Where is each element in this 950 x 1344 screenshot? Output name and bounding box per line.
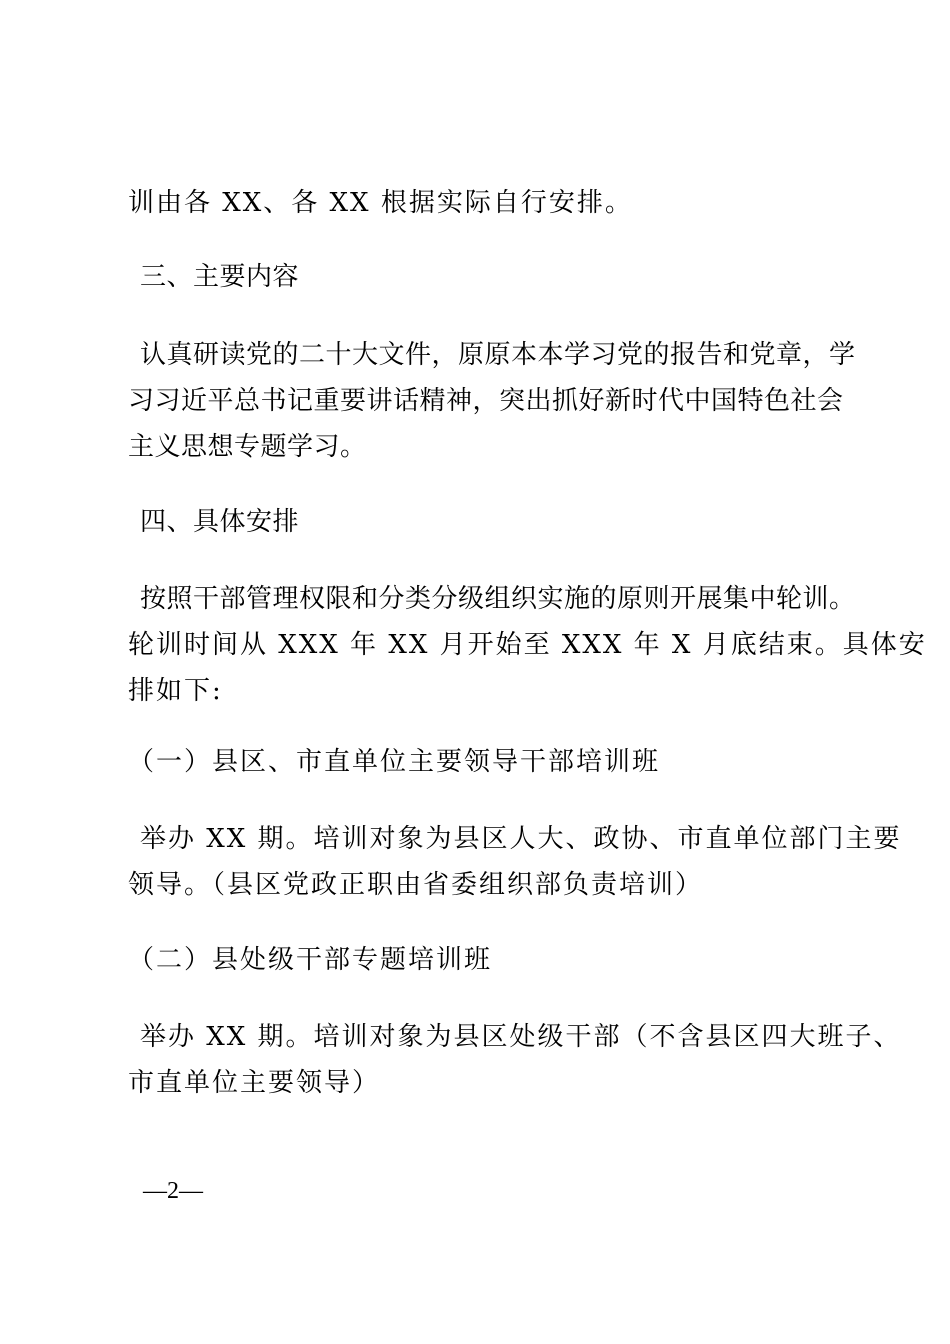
page-number: —2— <box>143 1178 203 1204</box>
section-heading-arrangement: 四、具体安排 <box>140 507 300 537</box>
paragraph-line: 举办 XX 期。培训对象为县区人大、政协、市直单位部门主要 <box>140 824 902 854</box>
paragraph-line: 举办 XX 期。培训对象为县区处级干部（不含县区四大班子、 <box>140 1022 902 1052</box>
paragraph-line: 认真研读党的二十大文件，原原本本学习党的报告和党章，学 <box>140 340 856 370</box>
paragraph-line: 市直单位主要领导） <box>128 1068 381 1098</box>
paragraph-line: 按照干部管理权限和分类分级组织实施的原则开展集中轮训。 <box>140 584 856 614</box>
section-heading-main-content: 三、主要内容 <box>140 262 300 292</box>
subsection-heading-2: （二）县处级干部专题培训班 <box>128 945 493 975</box>
paragraph-line: 训由各 XX、各 XX 根据实际自行安排。 <box>128 188 633 218</box>
paragraph-line: 领导。（县区党政正职由省委组织部负责培训） <box>128 870 704 900</box>
paragraph-line: 主义思想专题学习。 <box>128 432 367 462</box>
paragraph-line: 轮训时间从 XXX 年 XX 月开始至 XXX 年 X 月底结束。具体安 <box>128 630 927 660</box>
subsection-heading-1: （一）县区、市直单位主要领导干部培训班 <box>128 747 661 777</box>
paragraph-line: 排如下: <box>128 676 223 706</box>
paragraph-line: 习习近平总书记重要讲话精神，突出抓好新时代中国特色社会 <box>128 386 844 416</box>
